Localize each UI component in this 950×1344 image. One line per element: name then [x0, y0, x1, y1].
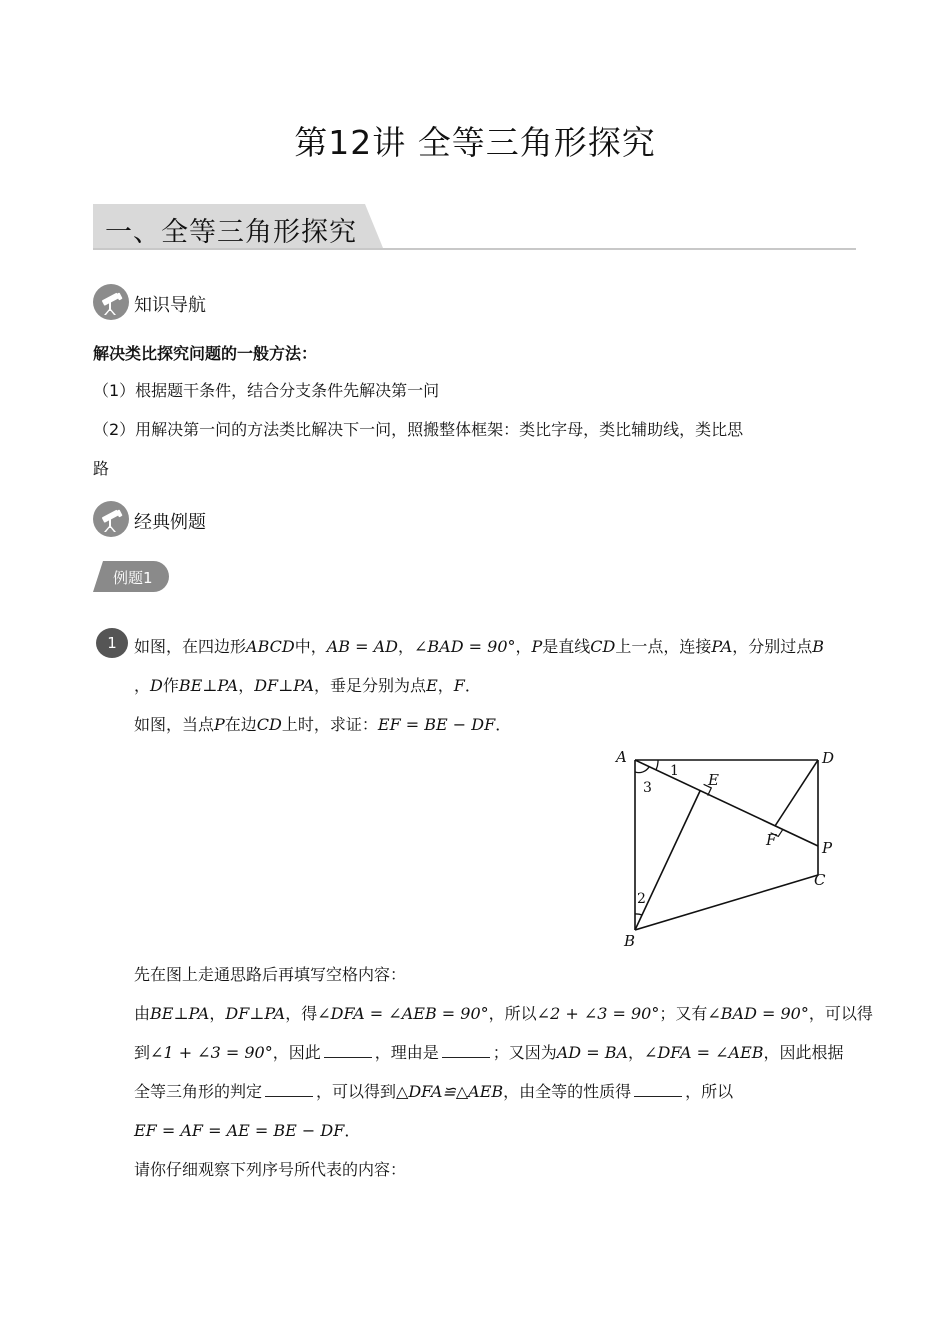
text: 由: [134, 1004, 151, 1023]
page-title: 第12讲 全等三角形探究: [294, 123, 656, 162]
text: 如图，在四边形: [134, 637, 247, 656]
fill-intro: 先在图上走通思路后再填写空格内容：: [134, 965, 407, 984]
text: ，: [628, 1043, 645, 1062]
math: ∠BAD = 90°: [414, 637, 516, 656]
math: BE⊥PA: [150, 1004, 210, 1023]
math: EF = AF = AE = BE − DF: [134, 1121, 345, 1140]
text: ，因此: [272, 1043, 321, 1062]
problem-number: 1: [96, 628, 128, 658]
math: E: [426, 676, 438, 695]
knowledge-nav-label: 知识导航: [134, 295, 206, 316]
segment-BC: [635, 875, 818, 930]
segment-DF: [775, 760, 818, 826]
math: EF = BE − DF: [377, 715, 496, 734]
text: ．: [344, 1121, 361, 1140]
math: ∠DFA = ∠AEB: [644, 1043, 764, 1062]
fill-line-4: [134, 1121, 360, 1141]
text: 如图，当点: [134, 715, 215, 734]
math: D: [150, 676, 163, 695]
text: 作: [162, 676, 179, 695]
text: ，: [209, 1004, 226, 1023]
answer-blank[interactable]: [442, 1045, 490, 1058]
text: ．: [495, 715, 512, 734]
text: ，可以得: [808, 1004, 873, 1023]
text: 到: [134, 1043, 151, 1062]
problem-line-1: [134, 637, 824, 657]
text: ，理由是: [374, 1043, 439, 1062]
segment-BE: [635, 791, 700, 930]
text: ，: [515, 637, 532, 656]
geometry-figure: [600, 740, 860, 960]
angle-label-2: 2: [637, 891, 646, 907]
text: ；又因为: [492, 1043, 557, 1062]
method-step-2-cont: 路: [93, 459, 110, 478]
example-tag-text: 例题1: [113, 569, 153, 587]
text: ，由全等的性质得: [503, 1082, 632, 1101]
text: 在边: [224, 715, 257, 734]
angle-arc-3: [635, 767, 649, 773]
text: ；又有: [659, 1004, 708, 1023]
answer-blank[interactable]: [324, 1045, 372, 1058]
math: B: [812, 637, 825, 656]
math: AD = BA: [556, 1043, 629, 1062]
point-label-D: D: [822, 749, 835, 767]
text: ，分别过点: [732, 637, 813, 656]
text: ，因此根据: [763, 1043, 844, 1062]
math: ∠DFA = ∠AEB = 90°: [317, 1004, 489, 1023]
text: ，可以得到: [316, 1082, 397, 1101]
math: P: [531, 637, 543, 656]
text: ，所以: [685, 1082, 734, 1101]
point-label-F: F: [766, 831, 777, 849]
point-label-E: E: [708, 771, 719, 789]
text: ．: [464, 676, 481, 695]
section-header: [93, 204, 856, 250]
math: DF⊥PA: [225, 1004, 286, 1023]
text: ，: [134, 676, 151, 695]
text: 是直线: [542, 637, 591, 656]
text: 全等三角形的判定: [134, 1082, 263, 1101]
math: PA: [711, 637, 733, 656]
point-label-A: A: [616, 748, 627, 766]
text: ，: [437, 676, 454, 695]
point-label-B: B: [624, 932, 636, 950]
math: P: [214, 715, 225, 734]
telescope-icon: [93, 284, 129, 320]
math: CD: [590, 637, 616, 656]
text: 上时，求证：: [281, 715, 378, 734]
text: ，得: [285, 1004, 318, 1023]
fill-line-3: [134, 1082, 733, 1102]
angle-label-3: 3: [643, 780, 652, 796]
math: ∠BAD = 90°: [707, 1004, 809, 1023]
problem-line-2: [134, 676, 481, 696]
problem-line-3: [134, 715, 511, 735]
fill-line-1: [134, 1004, 873, 1024]
method-step-2: （2）用解决第一问的方法类比解决下一问，照搬整体框架：类比字母，类比辅助线，类比思: [93, 420, 744, 439]
text: ，所以: [488, 1004, 537, 1023]
math: F: [453, 676, 465, 695]
answer-blank[interactable]: [265, 1084, 313, 1097]
math: DF⊥PA: [254, 676, 315, 695]
observe-prompt: 请你仔细观察下列序号所代表的内容：: [134, 1160, 407, 1179]
text: ，: [238, 676, 255, 695]
point-label-P: P: [822, 839, 833, 857]
math: △DFA≌△AEB: [396, 1082, 504, 1101]
telescope-icon: [93, 501, 129, 537]
angle-arc-1: [656, 760, 658, 770]
text: ，垂足分别为点: [314, 676, 427, 695]
method-title: 解决类比探究问题的一般方法：: [93, 344, 318, 363]
fill-line-2: [134, 1043, 844, 1063]
angle-arc-2: [635, 914, 642, 915]
example-tag: [93, 561, 169, 592]
answer-blank[interactable]: [634, 1084, 682, 1097]
method-step-1: （1）根据题干条件，结合分支条件先解决第一问: [93, 381, 440, 400]
point-label-C: C: [814, 871, 826, 889]
math: BE⊥PA: [178, 676, 239, 695]
text: ，: [398, 637, 415, 656]
section-heading: 一、全等三角形探究: [105, 217, 357, 248]
math: CD: [256, 715, 282, 734]
text: 中，: [294, 637, 327, 656]
text: 上一点，连接: [615, 637, 712, 656]
math: ∠1 + ∠3 = 90°: [150, 1043, 273, 1062]
angle-label-1: 1: [670, 763, 679, 779]
math: AB = AD: [326, 637, 398, 656]
math: ∠2 + ∠3 = 90°: [536, 1004, 660, 1023]
math: ABCD: [246, 637, 295, 656]
examples-label: 经典例题: [134, 512, 206, 533]
